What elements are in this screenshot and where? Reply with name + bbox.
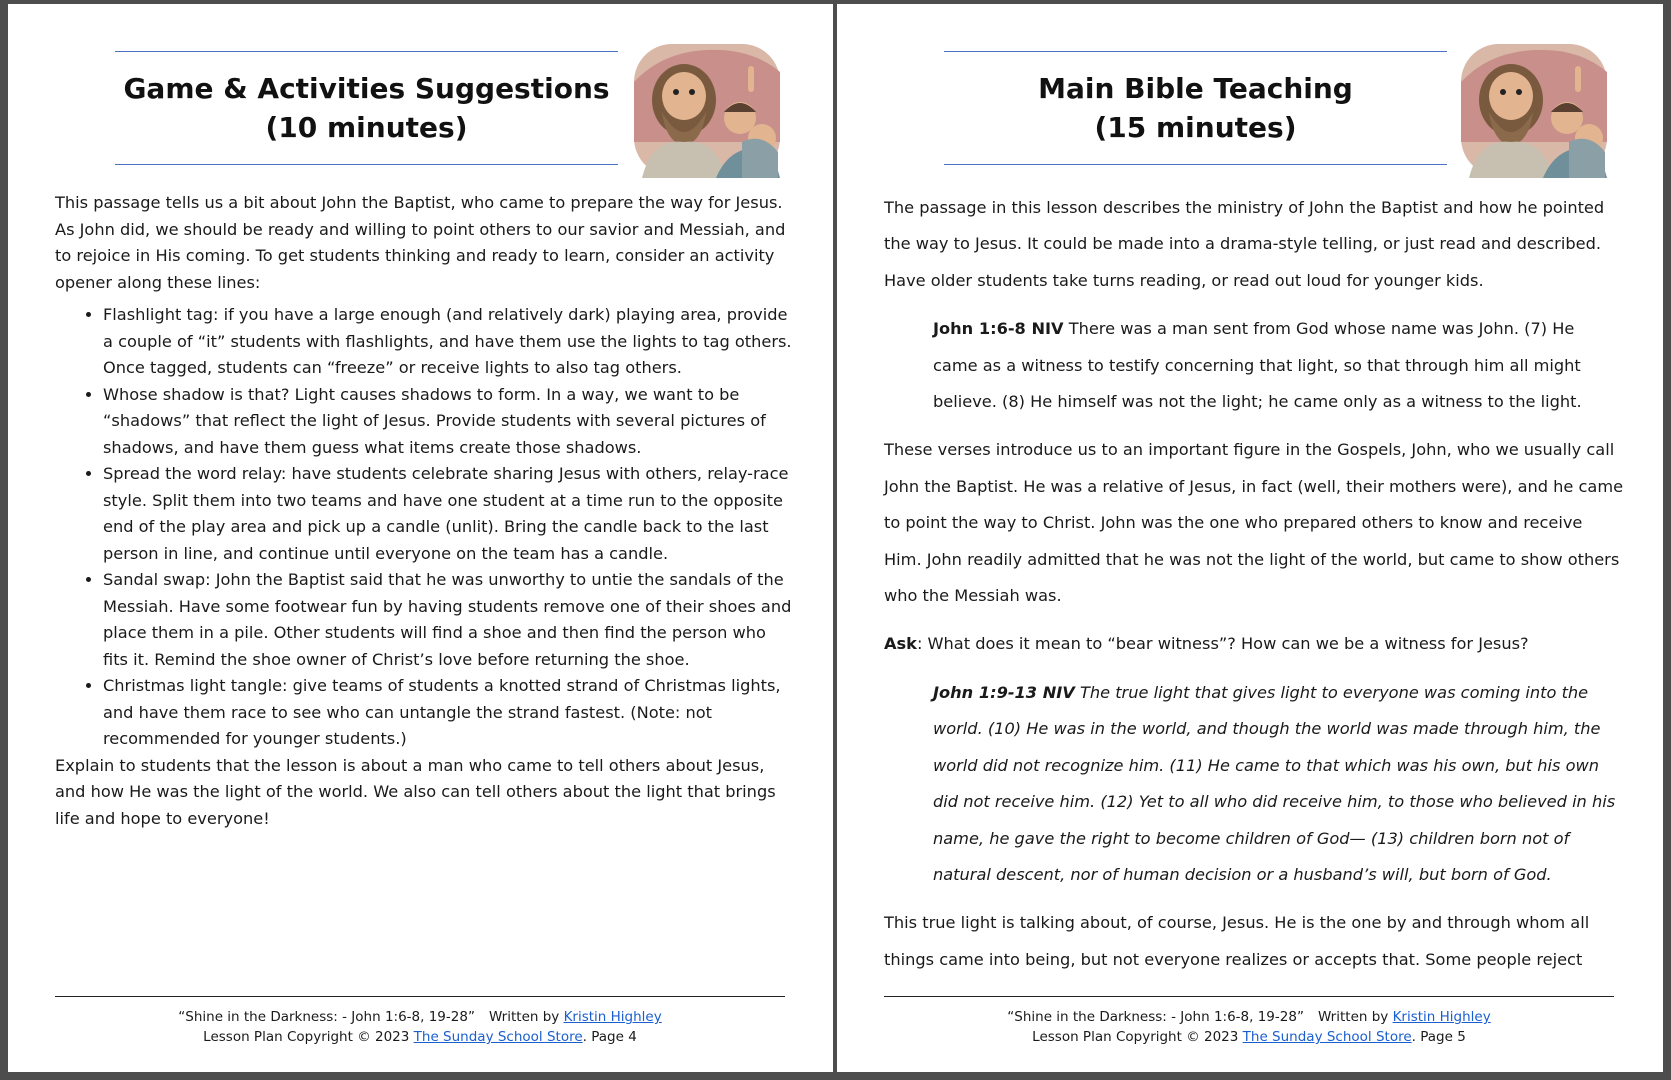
store-link[interactable]: The Sunday School Store [413,1029,583,1045]
footer-written-by: Written by [1317,1009,1393,1025]
closing-paragraph: Explain to students that the lesson is about a man who came to tell others about Jesus, and how He was the light of the world. We also can tell others about the light that brings life and hope to everyone! [55,755,776,828]
footer-written-by: Written by [488,1009,564,1025]
list-item: • Christmas light tangle: give teams of students a knotted strand of Christmas lights, and have them race to see who can untangle the strand fastest. (Note: not recommended for younger students.) [103,673,795,753]
page-number: Page 5 [1420,1029,1466,1045]
document-page-4 [8,4,833,1072]
explanation-paragraph: These verses introduce us to an important figure in the Gospels, John, who we usually call John the Baptist. He was a relative of Jesus, in fact (well, their mothers were), and he came to point the way to Christ. John was the one who prepared others to know and receive Him. John readily admitted that he was not the light of the world, but came to show others who the Messiah was. [884,440,1624,606]
activities-section [55,190,795,832]
page-subtitle-duration: (15 minutes) [1094,111,1297,144]
ask-paragraph [884,626,1624,662]
john-the-baptist-cartoon-icon [1459,42,1609,178]
author-link[interactable]: Kristin Highley [1392,1009,1491,1025]
verse-reference: John 1:9-13 NIV [933,682,1075,702]
page-number: Page 4 [591,1029,637,1045]
intro-paragraph: This passage tells us a bit about John the Baptist, who came to prepare the way for Jesus. As John did, we should be ready and willing to point others to our savior and Messiah, and to rejoice in His coming. To get students thinking and ready to learn, consider an activity opener along these lines: [55,193,786,292]
footer-copyright: Lesson Plan Copyright © 2023 [1032,1029,1243,1045]
scripture-quote-1 [933,311,1624,420]
john-the-baptist-cartoon-icon [632,42,782,178]
footer-lesson-title: “Shine in the Darkness: - John 1:6-8, 19-28” [1007,1009,1304,1025]
document-page-5 [837,4,1663,1072]
store-link[interactable]: The Sunday School Store [1242,1029,1412,1045]
author-link[interactable]: Kristin Highley [563,1009,662,1025]
ask-question: : What does it mean to “bear witness”? How can we be a witness for Jesus? [916,634,1529,654]
page-footer [884,996,1614,1047]
footer-separator: . [582,1029,592,1045]
verse-reference: John 1:6-8 NIV [933,319,1064,339]
activity-list [55,302,795,753]
continuation-paragraph: This true light is talking about, of course, Jesus. He is the one by and through whom all things came into being, but not everyone realizes or accepts that. Some people reject [884,913,1590,969]
list-item: • Whose shadow is that? Light causes shadows to form. In a way, we want to be “shadows” that reflect the light of Jesus. Provide students with several pictures of shadows, and have them guess what items create those shadows. [103,382,795,462]
list-item: • Spread the word relay: have students celebrate sharing Jesus with others, relay-race style. Split them into two teams and have one student at a time run to the opposite end of the play area and pick up a candle (unlit). Bring the candle back to the last person in line, and continue until everyone on the team has a candle. [103,461,795,567]
footer-lesson-title: “Shine in the Darkness: - John 1:6-8, 19-28” [178,1009,475,1025]
scripture-quote-2 [933,675,1624,893]
footer-separator: . [1411,1029,1421,1045]
verse-text: There was a man sent from God whose name was John. (7) He came as a witness to testify concerning that light, so that through him all might believe. (8) He himself was not the light; he came only as a witness to the light. [933,319,1582,412]
bible-teaching-section [884,190,1624,990]
page-footer [55,996,785,1047]
page-title-box [115,51,618,165]
page-title: Main Bible Teaching [1038,72,1353,105]
page-title-box [944,51,1447,165]
list-item: • Sandal swap: John the Baptist said that he was unworthy to untie the sandals of the Messiah. Have some footwear fun by having students remove one of their shoes and place them in a pile. Other students will find a shoe and then find the person who fits it. Remind the shoe owner of Christ’s love before returning the shoe. [103,567,795,673]
list-item: • Flashlight tag: if you have a large enough (and relatively dark) playing area, provide a couple of “it” students with flashlights, and have them use the lights to tag others. Once tagged, students can “freeze” or receive lights to also tag others. [103,302,795,382]
footer-copyright: Lesson Plan Copyright © 2023 [203,1029,414,1045]
intro-paragraph: The passage in this lesson describes the ministry of John the Baptist and how he pointed the way to Jesus. It could be made into a drama-style telling, or just read and described. Have older students take turns reading, or read out loud for younger kids. [884,198,1605,290]
page-subtitle-duration: (10 minutes) [265,111,468,144]
page-title: Game & Activities Suggestions [123,72,610,105]
ask-label: Ask [884,634,917,654]
verse-text: The true light that gives light to everyone was coming into the world. (10) He was in the world, and though the world was made through him, the world did not recognize him. (11) He came to that which was his own, but his own did not receive him. (12) Yet to all who did receive him, to those who believed in his name, he gave the right to become children of God— (13) children born not of natural descent, nor of human decision or a husband’s will, but born of God. [933,682,1616,884]
